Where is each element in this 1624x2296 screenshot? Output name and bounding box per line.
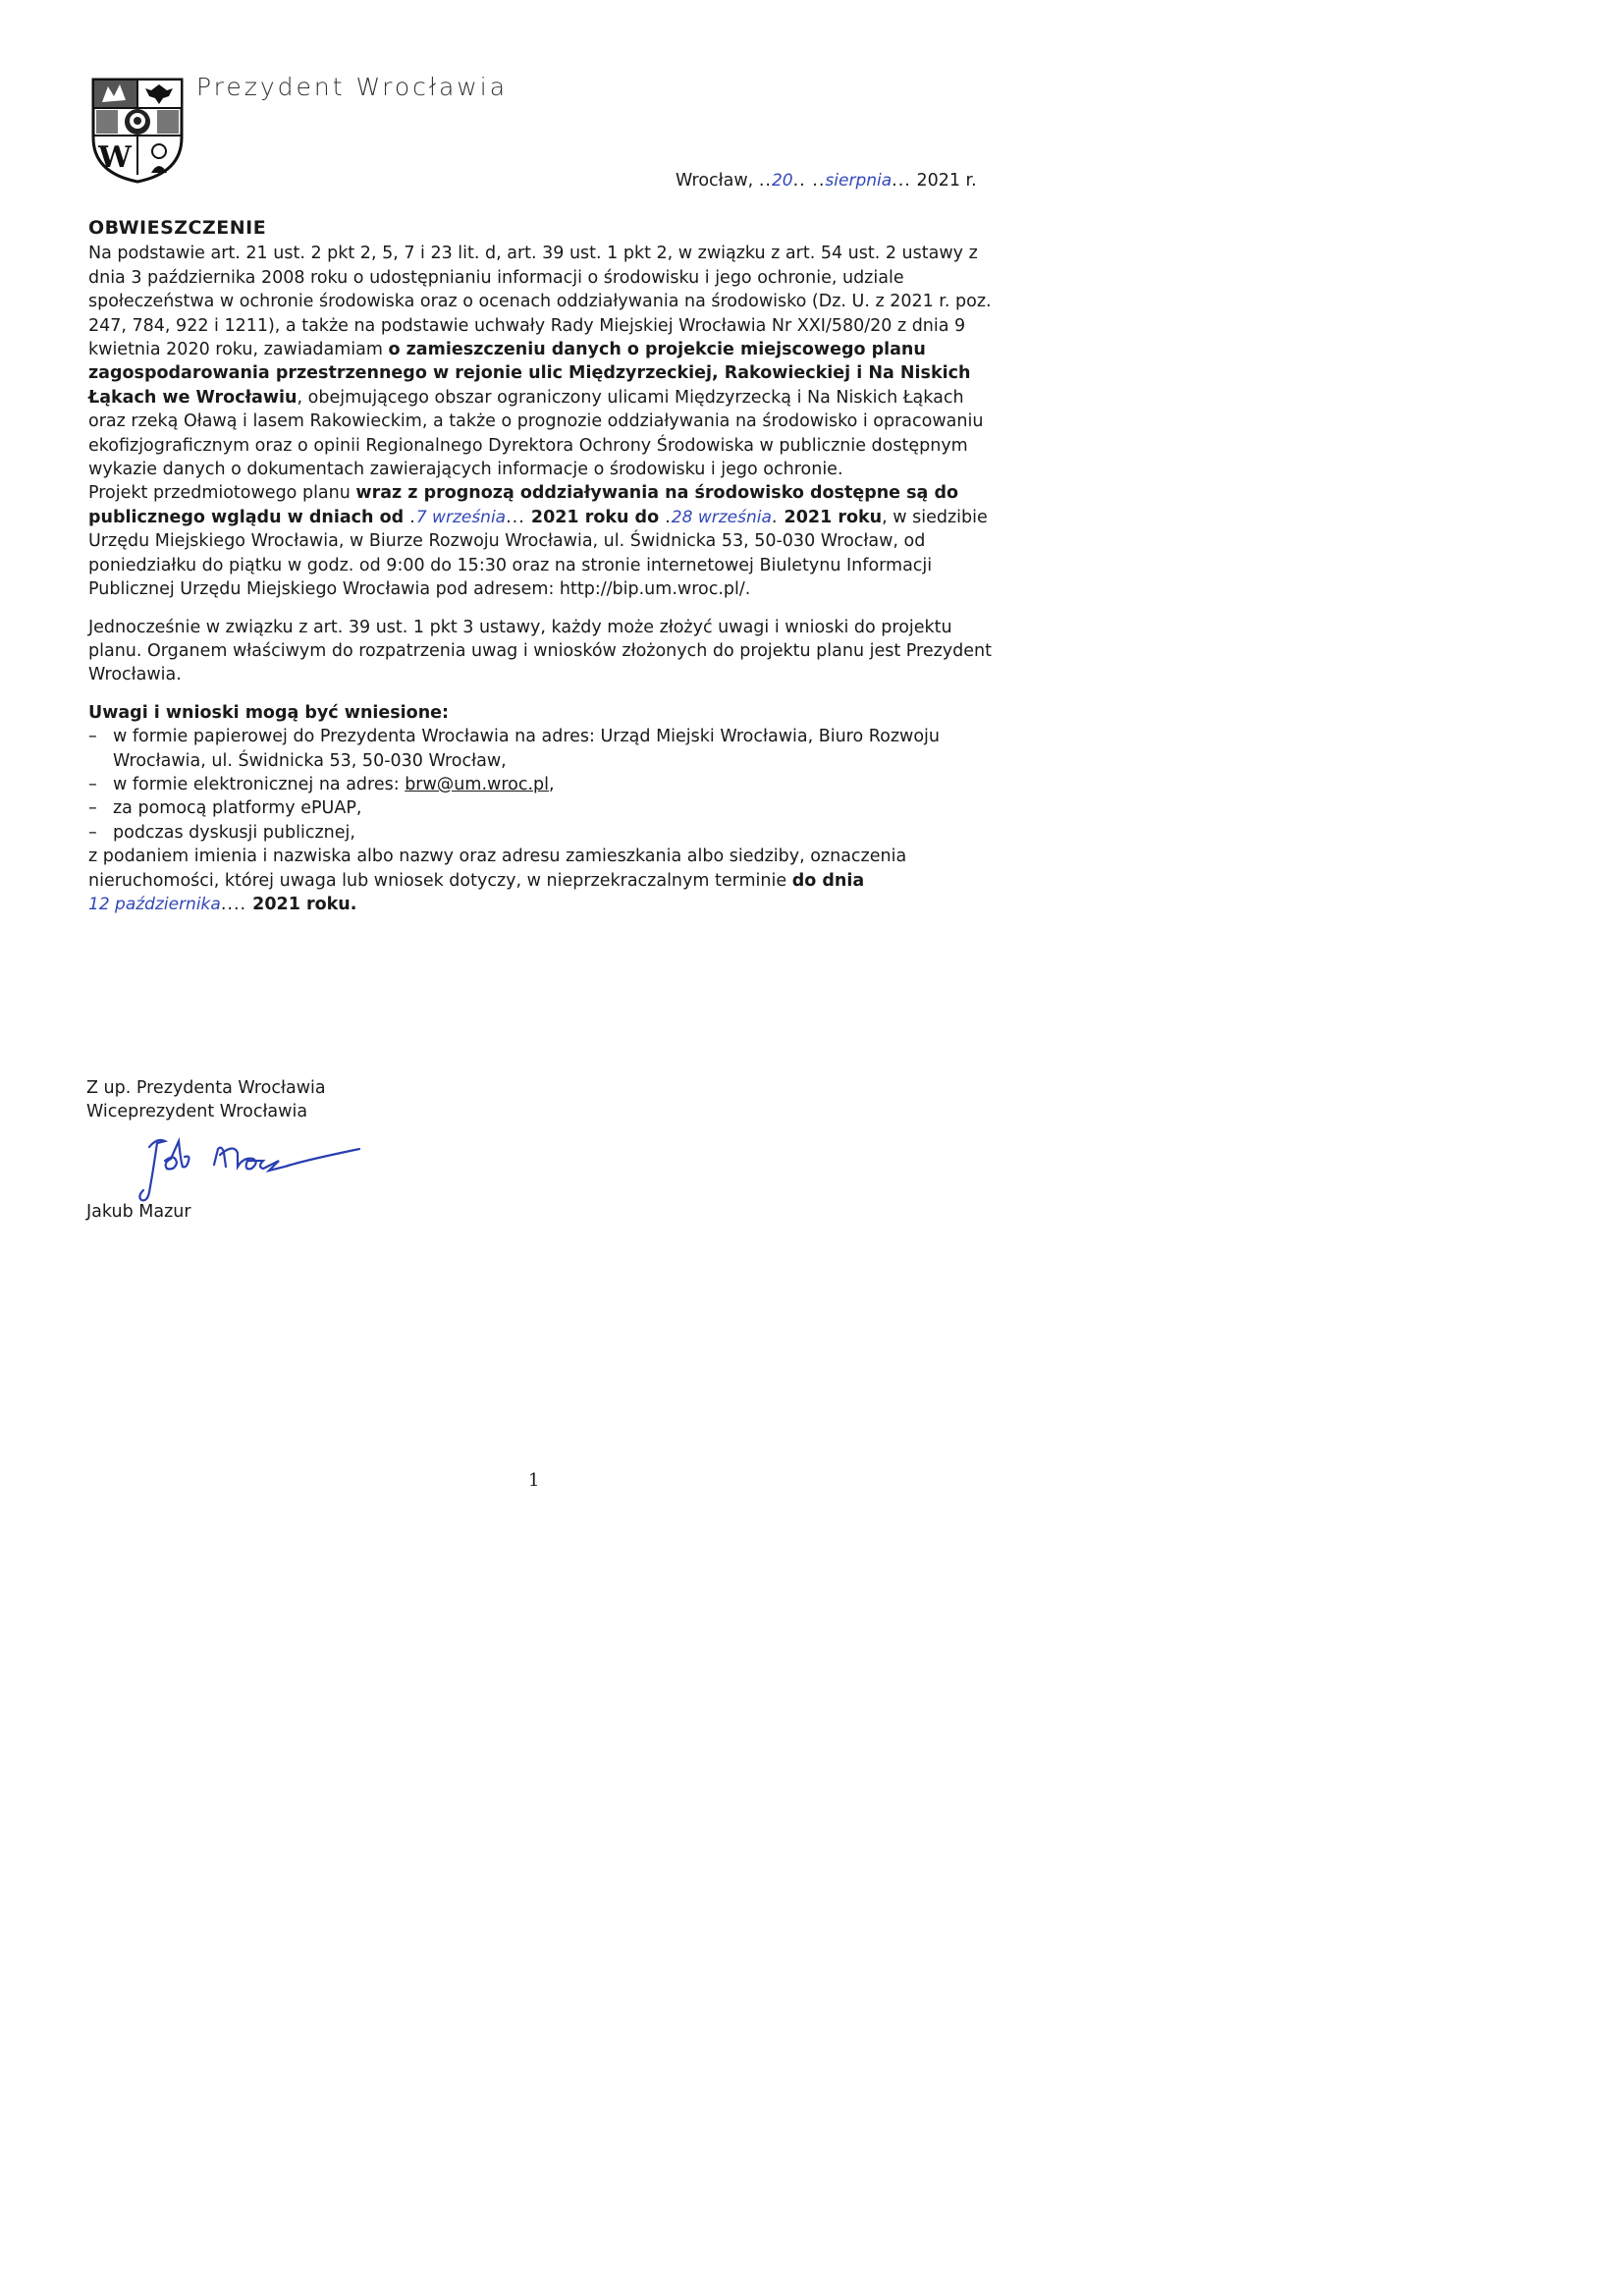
deadline-paragraph xyxy=(88,845,1001,916)
list-item-text: , xyxy=(549,774,555,794)
signoff-line: Z up. Prezydenta Wrocławia xyxy=(86,1078,326,1098)
submission-methods-list xyxy=(88,725,1001,845)
email-link[interactable]: brw@um.wroc.pl xyxy=(405,774,549,794)
paragraph-bold-text: do dnia xyxy=(791,870,865,891)
page-number: 1 xyxy=(528,1470,540,1491)
document-title: OBWIESZCZENIE xyxy=(88,217,267,239)
start-date-handwritten: 7 września xyxy=(415,507,507,527)
date-month-handwritten: sierpnia xyxy=(825,171,893,191)
availability-paragraph xyxy=(88,481,1001,601)
end-date-handwritten: 28 września xyxy=(671,507,772,527)
fill-dots: . xyxy=(665,507,672,527)
paragraph-text: z podaniem imienia i nazwiska albo nazwy oraz adresu zamieszkania albo siedziby, oznaczenia nieruchomości, której uwaga lub wniosek dotyczy, w nieprzekraczalnym terminie xyxy=(88,847,907,891)
signer-name: Jakub Mazur xyxy=(86,1202,191,1222)
remarks-heading xyxy=(88,701,1001,725)
date-dots: .. .. xyxy=(792,171,826,191)
remarks-right-paragraph: Jednocześnie w związku z art. 39 ust. 1 pkt 3 ustawy, każdy może złożyć uwagi i wnioski do projektu planu. Organem właściwym do rozpatrzenia uwag i wniosków złożonych do projektu planu jest Prezydent Wrocławia. xyxy=(88,617,992,685)
deadline-date-handwritten: 12 października xyxy=(88,894,221,914)
paragraph-bold-text: 2021 roku xyxy=(778,507,883,527)
paragraph-bold-text: wraz z prognozą oddziaływania na środowisko dostępne są do publicznego wglądu w dniach od xyxy=(88,483,959,527)
list-item: – podczas dyskusji publicznej, xyxy=(88,821,1001,845)
notice-paragraph xyxy=(88,242,1001,481)
signoff-line: Wiceprezydent Wrocławia xyxy=(86,1102,308,1122)
svg-text:W: W xyxy=(98,140,132,175)
fill-dots: ... xyxy=(506,507,525,527)
list-item-text: w formie elektronicznej na adres: xyxy=(113,774,406,794)
date-line xyxy=(676,171,977,191)
list-item: – za pomocą platformy ePUAP, xyxy=(88,796,1001,820)
signoff-block xyxy=(86,1076,326,1124)
issuer-name: Prezydent Wrocławia xyxy=(196,73,509,101)
handwritten-signature-icon xyxy=(135,1131,371,1210)
paragraph-text: , w siedzibie Urzędu Miejskiego Wrocławia, w Biurze Rozwoju Wrocławia, ul. Świdnicka 53, 50-030 Wrocław, od poniedziałku do piątku w godz. od 9:00 do 15:30 oraz na stronie internetowej Biuletynu Informacji Publicznej Urzędu Miejskiego Wrocławia pod adresem: http://bip.um.wroc.pl/. xyxy=(88,507,988,600)
fill-dots: .... xyxy=(220,894,247,914)
date-dots: ... xyxy=(892,171,911,191)
notice-body xyxy=(88,216,1001,916)
paragraph-bold-text: 2021 roku do xyxy=(524,507,666,527)
fill-dots: . xyxy=(771,507,779,527)
list-item xyxy=(88,773,1001,796)
list-item: – w formie papierowej do Prezydenta Wrocławia na adres: Urząd Miejski Wrocławia, Biuro Rozwoju Wrocławia, ul. Świdnicka 53, 50-030 Wrocław, xyxy=(88,725,1001,773)
paragraph-text: , obejmującego obszar ograniczony ulicami Międzyrzecką i Na Niskich Łąkach oraz rzeką Oławą i lasem Rakowieckim, a także o prognozie oddziaływania na środowisko i opracowaniu ekofizjograficznym oraz o opinii Regionalnego Dyrektora Ochrony Środowiska w publicznie dostępnym wykazie danych o dokumentach zawierających informacje o środowisku i jego ochronie. xyxy=(88,387,984,480)
paragraph-text: Na podstawie art. 21 ust. 2 pkt 2, 5, 7 i 23 lit. d, art. 39 ust. 1 pkt 2, w związku z art. 54 ust. 2 ustawy z dnia 3 października 2008 roku o udostępnianiu informacji o środowisku i jego ochronie, udziale społeczeństwa w ochronie środowiska oraz o ocenach oddziaływania na środowisko (Dz. U. z 2021 r. poz. 247, 784, 922 i 1211), a także na podstawie uchwały Rady Miejskiej Wrocławia Nr XXI/580/20 z dnia 9 kwietnia 2020 roku, zawiadamiam xyxy=(88,244,992,360)
paragraph-bold-text: 2021 roku. xyxy=(246,894,357,914)
coat-of-arms-icon xyxy=(90,77,185,185)
date-prefix: Wrocław, xyxy=(676,171,754,191)
date-dots: .. xyxy=(758,171,772,191)
paragraph-bold-text: o zamieszczeniu danych o projekcie miejscowego planu zagospodarowania przestrzennego w rejonie ulic Międzyrzeckiej, Rakowieckiej i Na Niskich Łąkach we Wrocławiu xyxy=(88,340,971,408)
fill-dots: . xyxy=(409,507,416,527)
remarks-heading-text: Uwagi i wnioski mogą być wniesione: xyxy=(88,702,450,723)
paragraph-text: Projekt przedmiotowego planu xyxy=(88,483,356,504)
date-day-handwritten: 20 xyxy=(771,171,793,191)
date-suffix: 2021 r. xyxy=(916,171,977,191)
